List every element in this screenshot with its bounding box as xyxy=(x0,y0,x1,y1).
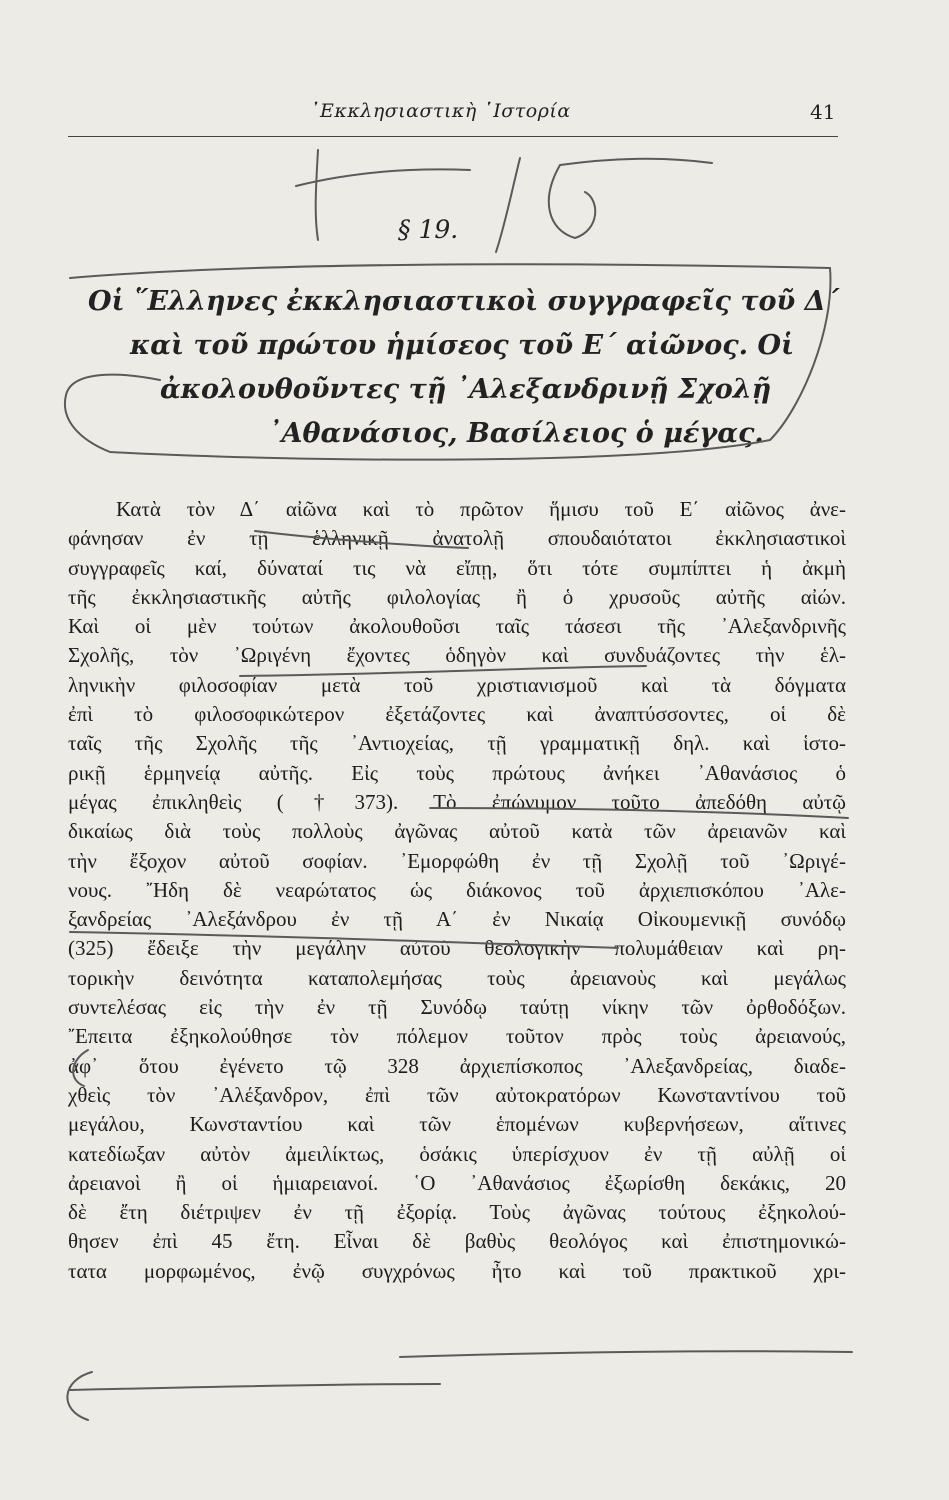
body-line: ρικῇ ἑρμηνείᾳ αὐτῆς. Εἰς τοὺς πρώτους ἀνήκει ᾿Αθανάσιος ὁ xyxy=(68,760,846,785)
body-line: ἀφ᾿ ὅτου ἐγένετο τῷ 328 ἀρχιεπίσκοπος ᾿Αλεξανδρείας, διαδε- xyxy=(68,1053,846,1078)
handwritten-digit-one-flag xyxy=(296,169,470,186)
chapter-title-line: ᾿Αθανάσιος, Βασίλειος ὁ μέγας. xyxy=(268,418,764,449)
body-line: τορικὴν δεινότητα καταπολεμήσας τοὺς ἀρειανοὺς καὶ μεγάλως xyxy=(68,965,846,990)
handwritten-digit-five xyxy=(549,159,712,238)
body-line: δικαίως διὰ τοὺς πολλοὺς ἀγῶνας αὐτοῦ κατὰ τῶν ἀρειανῶν καὶ xyxy=(68,819,846,844)
chapter-title-line: ἀκολουθοῦντες τῇ ᾿Αλεξανδρινῇ Σχολῇ xyxy=(160,374,772,405)
body-line: συντελέσας εἰς τὴν ἐν τῇ Συνόδῳ ταύτῃ νίκην τῶν ὀρθοδόξων. xyxy=(68,995,846,1020)
body-line: ἐπὶ τὸ φιλοσοφικώτερον ἐξετάζοντες καὶ ἀναπτύσσοντες, οἱ δὲ xyxy=(68,702,846,727)
chapter-title-line: καὶ τοῦ πρώτου ἡμίσεος τοῦ Ε΄ αἰῶνος. Οἱ xyxy=(130,330,795,361)
body-line: ἀρειανοὶ ἢ οἱ ἡμιαρειανοί. ῾Ο ᾿Αθανάσιος ἐξωρίσθη δεκάκις, 20 xyxy=(68,1170,846,1195)
section-number: § 19. xyxy=(398,215,459,244)
margin-bracket xyxy=(67,1372,92,1420)
body-line: φάνησαν ἐν τῇ ἑλληνικῇ ἀνατολῇ σπουδαιότατοι ἐκκλησιαστικοὶ xyxy=(68,526,846,551)
handwritten-slash xyxy=(496,158,520,252)
body-line: μεγάλου, Κωνσταντίου καὶ τῶν ἑπομένων κυβερνήσεων, αἵτινες xyxy=(68,1112,846,1137)
body-line: ξανδρείας ᾿Αλεξάνδρου ἐν τῇ Α΄ ἐν Νικαίᾳ Οἰκουμενικῇ συνόδῳ xyxy=(68,907,846,932)
body-line: μέγας ἐπικληθεὶς (†373). Τὸ ἐπώνυμον τοῦτο ἀπεδόθη αὐτῷ xyxy=(68,789,846,814)
body-text xyxy=(68,495,846,1286)
body-line: νους. ῎Ηδη δὲ νεαρώτατος ὡς διάκονος τοῦ ἀρχιεπισκόπου ᾿Αλε- xyxy=(68,877,846,902)
body-line: κατεδίωξαν αὐτὸν ἀμειλίκτως, ὁσάκις ὑπερίσχυον ἐν τῇ αὐλῇ οἱ xyxy=(68,1141,846,1166)
body-line: (325) ἔδειξε τὴν μεγάλην αὐτοῦ θεολογικὴν πολυμάθειαν καὶ ρη- xyxy=(68,936,846,961)
chapter-title-line: Οἱ ῞Ελληνες ἐκκλησιαστικοὶ συγγραφεῖς τοῦ Δ΄ xyxy=(88,286,840,317)
body-line: τατα μορφωμένος, ἐνῷ συγχρόνως ἦτο καὶ τοῦ πρακτικοῦ χρι- xyxy=(68,1258,846,1283)
body-line: ῎Επειτα ἐξηκολούθησε τὸν πόλεμον τοῦτον πρὸς τοὺς ἀρειανούς, xyxy=(68,1024,846,1049)
body-line: Κατὰ τὸν Δ΄ αἰῶνα καὶ τὸ πρῶτον ἥμισυ τοῦ Ε΄ αἰῶνος ἀνε- xyxy=(116,497,846,521)
body-line: χθεὶς τὸν ᾿Αλέξανδρον, ἐπὶ τῶν αὐτοκρατόρων Κωνσταντίνου τοῦ xyxy=(68,1082,846,1107)
body-line: τὴν ἔξοχον αὐτοῦ σοφίαν. ᾿Εμορφώθη ἐν τῇ Σχολῇ τοῦ ᾿Ωριγέ- xyxy=(68,848,846,873)
body-line: συγγραφεῖς καί, δύναταί τις νὰ εἴπῃ, ὅτι τότε συμπίπτει ἡ ἀκμὴ xyxy=(68,555,846,580)
page-number: 41 xyxy=(810,100,836,124)
header-rule xyxy=(68,136,838,137)
body-line: Σχολῆς, τὸν ᾿Ωριγένη ἔχοντες ὁδηγὸν καὶ συνδυάζοντες τὴν ἑλ- xyxy=(68,643,846,668)
running-head: ᾿Εκκλησιαστικὴ ῾Ιστορία xyxy=(310,100,571,122)
handwritten-digit-one xyxy=(316,150,318,240)
body-line: δὲ ἔτη διέτριψεν ἐν τῇ ἐξορίᾳ. Τοὺς ἀγῶνας τούτους ἐξηκολού- xyxy=(68,1200,846,1225)
body-line: τῆς ἐκκλησιαστικῆς αὐτῆς φιλολογίας ἢ ὁ χρυσοῦς αὐτῆς αἰών. xyxy=(68,584,846,609)
body-line: ληνικὴν φιλοσοφίαν μετὰ τοῦ χριστιανισμοῦ καὶ τὰ δόγματα xyxy=(68,672,846,697)
chapter-title xyxy=(68,280,838,456)
body-line: θησεν ἐπὶ 45 ἔτη. Εἶναι δὲ βαθὺς θεολόγος καὶ ἐπιστημονικώ- xyxy=(68,1229,846,1254)
body-line: ταῖς τῆς Σχολῆς τῆς ᾿Αντιοχείας, τῇ γραμματικῇ δηλ. καὶ ἱστο- xyxy=(68,731,846,756)
underline xyxy=(400,1351,852,1357)
underline xyxy=(70,1384,440,1390)
body-line: Καὶ οἱ μὲν τούτων ἀκολουθοῦσι ταῖς τάσεσι τῆς ᾿Αλεξανδρινῆς xyxy=(68,614,846,639)
